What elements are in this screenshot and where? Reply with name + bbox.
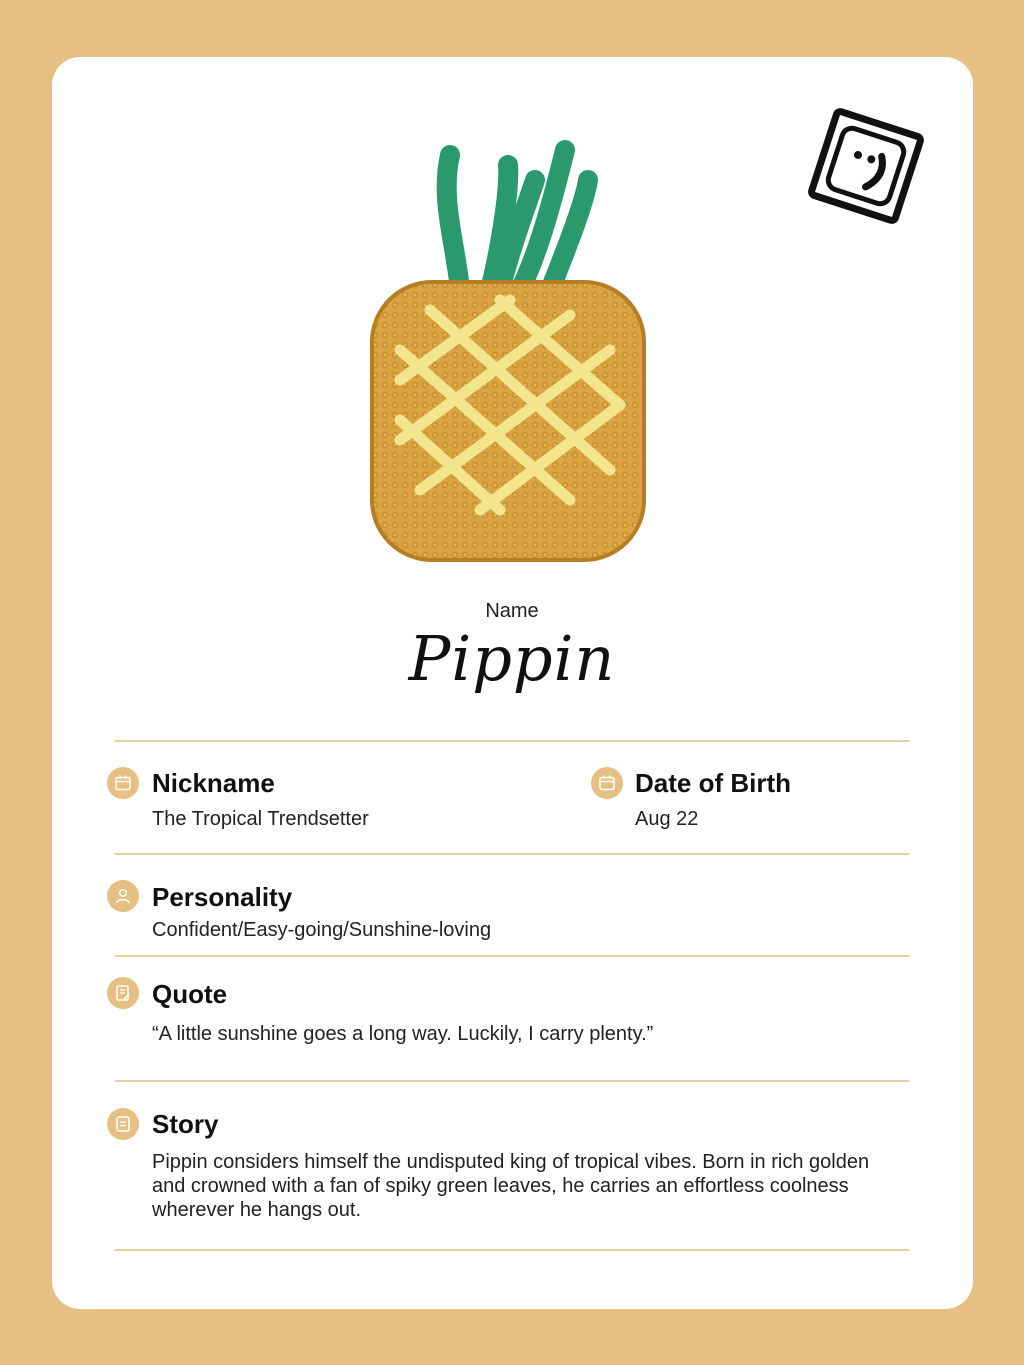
- dob-value: Aug 22: [635, 808, 699, 830]
- character-name: Pippin: [408, 622, 616, 695]
- quote-title: Quote: [152, 979, 228, 1009]
- pineapple-illustration: [360, 130, 660, 580]
- divider: [115, 1249, 909, 1251]
- personality-title: Personality: [152, 882, 293, 912]
- calendar-icon: [591, 767, 623, 799]
- nickname-title: Nickname: [152, 768, 275, 798]
- divider: [115, 1080, 909, 1082]
- name-label: Name: [485, 600, 539, 622]
- calendar-icon: [107, 767, 139, 799]
- divider: [115, 740, 909, 742]
- divider: [115, 955, 909, 957]
- story-title: Story: [152, 1109, 219, 1139]
- quote-value: “A little sunshine goes a long way. Luckily, I carry plenty.”: [152, 1023, 654, 1045]
- document-edit-icon: [107, 977, 139, 1009]
- nickname-value: The Tropical Trendsetter: [152, 808, 369, 830]
- divider: [115, 853, 909, 855]
- user-icon: [107, 880, 139, 912]
- document-icon: [107, 1108, 139, 1140]
- story-value: Pippin considers himself the undisputed king of tropical vibes. Born in rich golden and crowned with a fan of spiky green leaves, he carries an effortless coolness wherever he hangs out.: [152, 1151, 870, 1221]
- dob-title: Date of Birth: [635, 768, 791, 798]
- personality-value: Confident/Easy-going/Sunshine-loving: [152, 919, 492, 941]
- smiley-stamp-icon: [800, 100, 932, 232]
